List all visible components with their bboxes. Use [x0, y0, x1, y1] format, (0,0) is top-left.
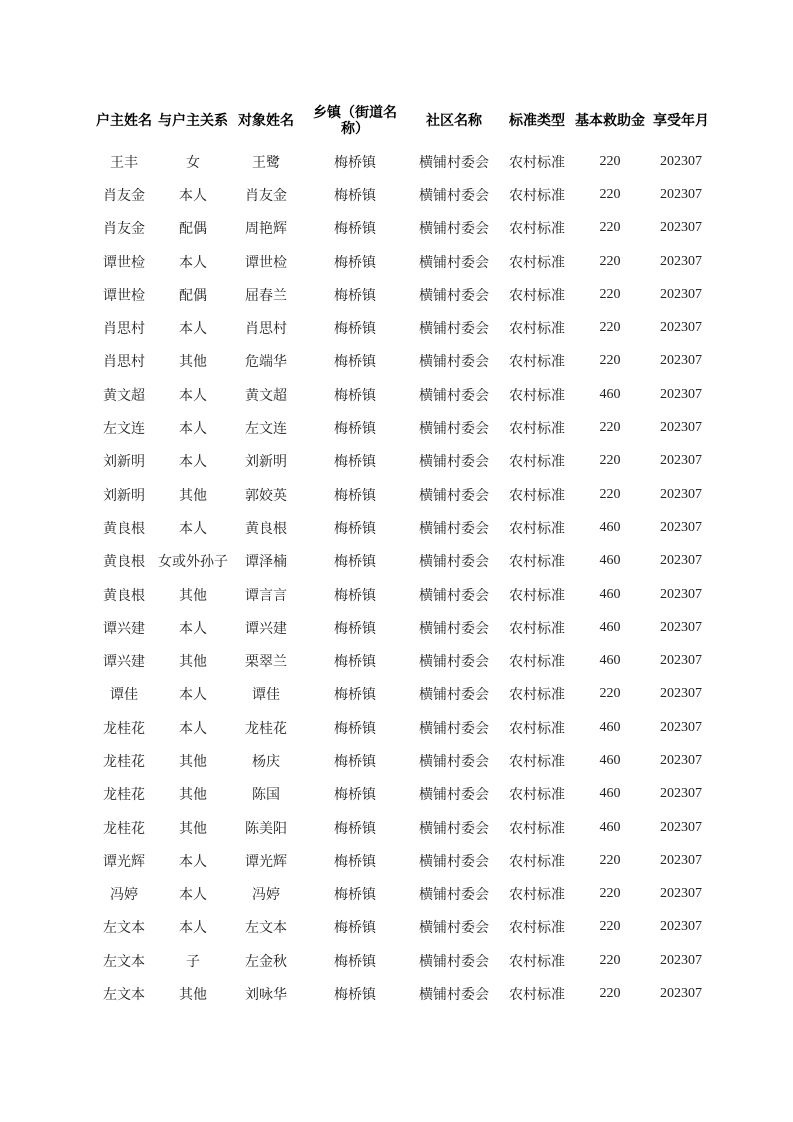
table-row [90, 311, 714, 344]
period-cell: 202307 [660, 519, 702, 535]
household-head-cell: 谭世检 [103, 254, 145, 271]
standard-type-cell: 农村标准 [509, 654, 565, 671]
table-row [90, 778, 714, 811]
recipient-name-cell: 陈美阳 [245, 820, 287, 837]
standard-type-cell: 农村标准 [509, 753, 565, 770]
household-head-cell: 左文本 [103, 987, 145, 1004]
table-row [90, 911, 714, 944]
recipient-name-cell: 谭世检 [245, 254, 287, 271]
period-cell: 202307 [660, 353, 702, 369]
household-head-cell: 左文本 [103, 953, 145, 970]
standard-type-cell: 农村标准 [509, 254, 565, 271]
township-cell: 梅桥镇 [334, 654, 376, 671]
period-cell: 202307 [660, 752, 702, 768]
township-cell: 梅桥镇 [334, 321, 376, 338]
relationship-cell: 配偶 [179, 221, 207, 238]
community-cell: 横铺村委会 [419, 554, 489, 571]
period-cell: 202307 [660, 653, 702, 669]
household-head-cell: 黄良根 [103, 554, 145, 571]
household-head-cell: 谭光辉 [103, 853, 145, 870]
standard-type-cell: 农村标准 [509, 787, 565, 804]
table-row [90, 478, 714, 511]
community-cell: 横铺村委会 [419, 953, 489, 970]
township-cell: 梅桥镇 [334, 820, 376, 837]
period-cell: 202307 [660, 420, 702, 436]
household-head-cell: 刘新明 [103, 487, 145, 504]
township-cell: 梅桥镇 [334, 187, 376, 204]
household-head-cell: 肖思村 [103, 321, 145, 338]
community-cell: 横铺村委会 [419, 887, 489, 904]
recipient-name-cell: 肖友金 [245, 187, 287, 204]
township-cell: 梅桥镇 [334, 520, 376, 537]
basic-aid-cell: 460 [599, 819, 621, 835]
relationship-cell: 本人 [179, 887, 207, 904]
relationship-cell: 本人 [179, 387, 207, 404]
period-cell: 202307 [660, 220, 702, 236]
basic-aid-cell: 220 [599, 952, 621, 968]
standard-type-cell: 农村标准 [509, 687, 565, 704]
period-cell: 202307 [660, 386, 702, 402]
recipient-name-cell: 谭佳 [252, 687, 280, 704]
relationship-cell: 其他 [179, 987, 207, 1004]
standard-type-cell: 农村标准 [509, 454, 565, 471]
period-cell: 202307 [660, 619, 702, 635]
community-cell: 横铺村委会 [419, 820, 489, 837]
standard-type-cell: 农村标准 [509, 321, 565, 338]
header-relationship: 与户主关系 [158, 113, 228, 129]
header-period: 享受年月 [653, 113, 709, 129]
community-cell: 横铺村委会 [419, 387, 489, 404]
basic-aid-cell: 220 [599, 253, 621, 269]
township-cell: 梅桥镇 [334, 287, 376, 304]
community-cell: 横铺村委会 [419, 187, 489, 204]
table-row [90, 445, 714, 478]
township-cell: 梅桥镇 [334, 221, 376, 238]
period-cell: 202307 [660, 586, 702, 602]
period-cell: 202307 [660, 320, 702, 336]
community-cell: 横铺村委会 [419, 487, 489, 504]
header-township: 乡镇（街道名称） [313, 105, 397, 137]
table-row [90, 278, 714, 311]
period-cell: 202307 [660, 819, 702, 835]
basic-aid-cell: 220 [599, 353, 621, 369]
period-cell: 202307 [660, 686, 702, 702]
basic-aid-cell: 220 [599, 286, 621, 302]
recipient-name-cell: 谭兴建 [245, 620, 287, 637]
recipient-name-cell: 周艳辉 [245, 221, 287, 238]
basic-aid-cell: 220 [599, 686, 621, 702]
household-head-cell: 肖友金 [103, 221, 145, 238]
township-cell: 梅桥镇 [334, 853, 376, 870]
relationship-cell: 子 [186, 953, 200, 970]
period-cell: 202307 [660, 919, 702, 935]
header-row [90, 97, 714, 145]
header-recipient-name: 对象姓名 [238, 113, 294, 129]
household-head-cell: 刘新明 [103, 454, 145, 471]
period-cell: 202307 [660, 719, 702, 735]
table-row [90, 678, 714, 711]
period-cell: 202307 [660, 952, 702, 968]
basic-aid-cell: 460 [599, 653, 621, 669]
community-cell: 横铺村委会 [419, 687, 489, 704]
table-body [90, 145, 714, 1011]
table-row [90, 711, 714, 744]
relationship-cell: 本人 [179, 720, 207, 737]
community-cell: 横铺村委会 [419, 853, 489, 870]
table-row [90, 145, 714, 178]
relationship-cell: 其他 [179, 487, 207, 504]
relationship-cell: 其他 [179, 654, 207, 671]
recipient-name-cell: 左金秋 [245, 953, 287, 970]
relationship-cell: 其他 [179, 587, 207, 604]
period-cell: 202307 [660, 253, 702, 269]
basic-aid-cell: 460 [599, 519, 621, 535]
household-head-cell: 肖思村 [103, 354, 145, 371]
relationship-cell: 其他 [179, 753, 207, 770]
header-standard-type: 标准类型 [509, 113, 565, 129]
household-head-cell: 龙桂花 [103, 787, 145, 804]
period-cell: 202307 [660, 553, 702, 569]
relationship-cell: 本人 [179, 454, 207, 471]
table-row [90, 977, 714, 1010]
recipient-name-cell: 谭言言 [245, 587, 287, 604]
household-head-cell: 谭佳 [110, 687, 138, 704]
relationship-cell: 配偶 [179, 287, 207, 304]
basic-aid-cell: 460 [599, 619, 621, 635]
table-row [90, 178, 714, 211]
community-cell: 横铺村委会 [419, 587, 489, 604]
township-cell: 梅桥镇 [334, 953, 376, 970]
standard-type-cell: 农村标准 [509, 520, 565, 537]
recipient-name-cell: 左文连 [245, 421, 287, 438]
relationship-cell: 本人 [179, 620, 207, 637]
recipient-name-cell: 龙桂花 [245, 720, 287, 737]
township-cell: 梅桥镇 [334, 421, 376, 438]
basic-aid-cell: 220 [599, 986, 621, 1002]
community-cell: 横铺村委会 [419, 321, 489, 338]
table-row [90, 644, 714, 677]
header-community: 社区名称 [426, 113, 482, 129]
household-head-cell: 谭世检 [103, 287, 145, 304]
standard-type-cell: 农村标准 [509, 487, 565, 504]
township-cell: 梅桥镇 [334, 387, 376, 404]
household-head-cell: 黄良根 [103, 587, 145, 604]
standard-type-cell: 农村标准 [509, 387, 565, 404]
community-cell: 横铺村委会 [419, 753, 489, 770]
recipient-name-cell: 栗翠兰 [245, 654, 287, 671]
recipient-name-cell: 危端华 [245, 354, 287, 371]
household-head-cell: 龙桂花 [103, 720, 145, 737]
household-head-cell: 谭兴建 [103, 620, 145, 637]
community-cell: 横铺村委会 [419, 787, 489, 804]
basic-aid-cell: 460 [599, 752, 621, 768]
relationship-cell: 本人 [179, 853, 207, 870]
standard-type-cell: 农村标准 [509, 920, 565, 937]
community-cell: 横铺村委会 [419, 421, 489, 438]
table-row [90, 944, 714, 977]
standard-type-cell: 农村标准 [509, 354, 565, 371]
table-row [90, 378, 714, 411]
basic-aid-cell: 220 [599, 186, 621, 202]
community-cell: 横铺村委会 [419, 287, 489, 304]
relationship-cell: 本人 [179, 254, 207, 271]
table-row [90, 411, 714, 444]
standard-type-cell: 农村标准 [509, 554, 565, 571]
header-household-head: 户主姓名 [96, 113, 152, 129]
basic-aid-cell: 460 [599, 786, 621, 802]
period-cell: 202307 [660, 153, 702, 169]
table-row [90, 545, 714, 578]
relationship-cell: 本人 [179, 421, 207, 438]
standard-type-cell: 农村标准 [509, 987, 565, 1004]
household-head-cell: 龙桂花 [103, 753, 145, 770]
period-cell: 202307 [660, 486, 702, 502]
basic-aid-cell: 220 [599, 919, 621, 935]
period-cell: 202307 [660, 186, 702, 202]
recipient-name-cell: 肖思村 [245, 321, 287, 338]
township-cell: 梅桥镇 [334, 687, 376, 704]
period-cell: 202307 [660, 886, 702, 902]
township-cell: 梅桥镇 [334, 487, 376, 504]
basic-aid-cell: 460 [599, 553, 621, 569]
township-cell: 梅桥镇 [334, 254, 376, 271]
household-head-cell: 左文本 [103, 920, 145, 937]
township-cell: 梅桥镇 [334, 987, 376, 1004]
community-cell: 横铺村委会 [419, 221, 489, 238]
standard-type-cell: 农村标准 [509, 587, 565, 604]
relationship-cell: 女 [186, 154, 200, 171]
township-cell: 梅桥镇 [334, 454, 376, 471]
basic-aid-cell: 460 [599, 386, 621, 402]
basic-aid-cell: 220 [599, 420, 621, 436]
township-cell: 梅桥镇 [334, 587, 376, 604]
relationship-cell: 本人 [179, 187, 207, 204]
household-head-cell: 肖友金 [103, 187, 145, 204]
community-cell: 横铺村委会 [419, 920, 489, 937]
relationship-cell: 本人 [179, 520, 207, 537]
recipient-name-cell: 黄文超 [245, 387, 287, 404]
community-cell: 横铺村委会 [419, 620, 489, 637]
community-cell: 横铺村委会 [419, 454, 489, 471]
assistance-roster-table [90, 97, 714, 1011]
township-cell: 梅桥镇 [334, 920, 376, 937]
township-cell: 梅桥镇 [334, 720, 376, 737]
table-row [90, 744, 714, 777]
table-row [90, 611, 714, 644]
standard-type-cell: 农村标准 [509, 620, 565, 637]
basic-aid-cell: 220 [599, 852, 621, 868]
basic-aid-cell: 220 [599, 453, 621, 469]
standard-type-cell: 农村标准 [509, 187, 565, 204]
recipient-name-cell: 左文本 [245, 920, 287, 937]
township-cell: 梅桥镇 [334, 887, 376, 904]
community-cell: 横铺村委会 [419, 254, 489, 271]
relationship-cell: 女或外孙子 [158, 554, 228, 571]
township-cell: 梅桥镇 [334, 620, 376, 637]
standard-type-cell: 农村标准 [509, 221, 565, 238]
basic-aid-cell: 220 [599, 220, 621, 236]
table-row [90, 811, 714, 844]
recipient-name-cell: 谭光辉 [245, 853, 287, 870]
standard-type-cell: 农村标准 [509, 853, 565, 870]
basic-aid-cell: 220 [599, 153, 621, 169]
township-cell: 梅桥镇 [334, 354, 376, 371]
table-row [90, 212, 714, 245]
township-cell: 梅桥镇 [334, 753, 376, 770]
relationship-cell: 其他 [179, 787, 207, 804]
table-row [90, 844, 714, 877]
table-row [90, 578, 714, 611]
recipient-name-cell: 郭姣英 [245, 487, 287, 504]
household-head-cell: 谭兴建 [103, 654, 145, 671]
household-head-cell: 龙桂花 [103, 820, 145, 837]
relationship-cell: 本人 [179, 321, 207, 338]
period-cell: 202307 [660, 852, 702, 868]
basic-aid-cell: 460 [599, 719, 621, 735]
township-cell: 梅桥镇 [334, 787, 376, 804]
recipient-name-cell: 谭泽楠 [245, 554, 287, 571]
household-head-cell: 冯婷 [110, 887, 138, 904]
basic-aid-cell: 460 [599, 586, 621, 602]
community-cell: 横铺村委会 [419, 354, 489, 371]
header-basic-aid: 基本救助金 [575, 113, 645, 129]
community-cell: 横铺村委会 [419, 154, 489, 171]
community-cell: 横铺村委会 [419, 520, 489, 537]
table-row [90, 245, 714, 278]
standard-type-cell: 农村标准 [509, 720, 565, 737]
community-cell: 横铺村委会 [419, 987, 489, 1004]
relationship-cell: 本人 [179, 687, 207, 704]
recipient-name-cell: 冯婷 [252, 887, 280, 904]
basic-aid-cell: 220 [599, 886, 621, 902]
standard-type-cell: 农村标准 [509, 154, 565, 171]
recipient-name-cell: 刘新明 [245, 454, 287, 471]
community-cell: 横铺村委会 [419, 720, 489, 737]
table-row [90, 345, 714, 378]
recipient-name-cell: 王鹭 [252, 154, 280, 171]
recipient-name-cell: 杨庆 [252, 753, 280, 770]
basic-aid-cell: 220 [599, 486, 621, 502]
standard-type-cell: 农村标准 [509, 953, 565, 970]
relationship-cell: 其他 [179, 820, 207, 837]
basic-aid-cell: 220 [599, 320, 621, 336]
relationship-cell: 其他 [179, 354, 207, 371]
township-cell: 梅桥镇 [334, 554, 376, 571]
township-cell: 梅桥镇 [334, 154, 376, 171]
household-head-cell: 黄文超 [103, 387, 145, 404]
household-head-cell: 王丰 [110, 154, 138, 171]
recipient-name-cell: 屈春兰 [245, 287, 287, 304]
period-cell: 202307 [660, 986, 702, 1002]
recipient-name-cell: 陈国 [252, 787, 280, 804]
period-cell: 202307 [660, 453, 702, 469]
table-row [90, 878, 714, 911]
relationship-cell: 本人 [179, 920, 207, 937]
standard-type-cell: 农村标准 [509, 820, 565, 837]
standard-type-cell: 农村标准 [509, 421, 565, 438]
community-cell: 横铺村委会 [419, 654, 489, 671]
recipient-name-cell: 黄良根 [245, 520, 287, 537]
household-head-cell: 左文连 [103, 421, 145, 438]
household-head-cell: 黄良根 [103, 520, 145, 537]
standard-type-cell: 农村标准 [509, 287, 565, 304]
table-row [90, 511, 714, 544]
period-cell: 202307 [660, 286, 702, 302]
standard-type-cell: 农村标准 [509, 887, 565, 904]
period-cell: 202307 [660, 786, 702, 802]
recipient-name-cell: 刘咏华 [245, 987, 287, 1004]
